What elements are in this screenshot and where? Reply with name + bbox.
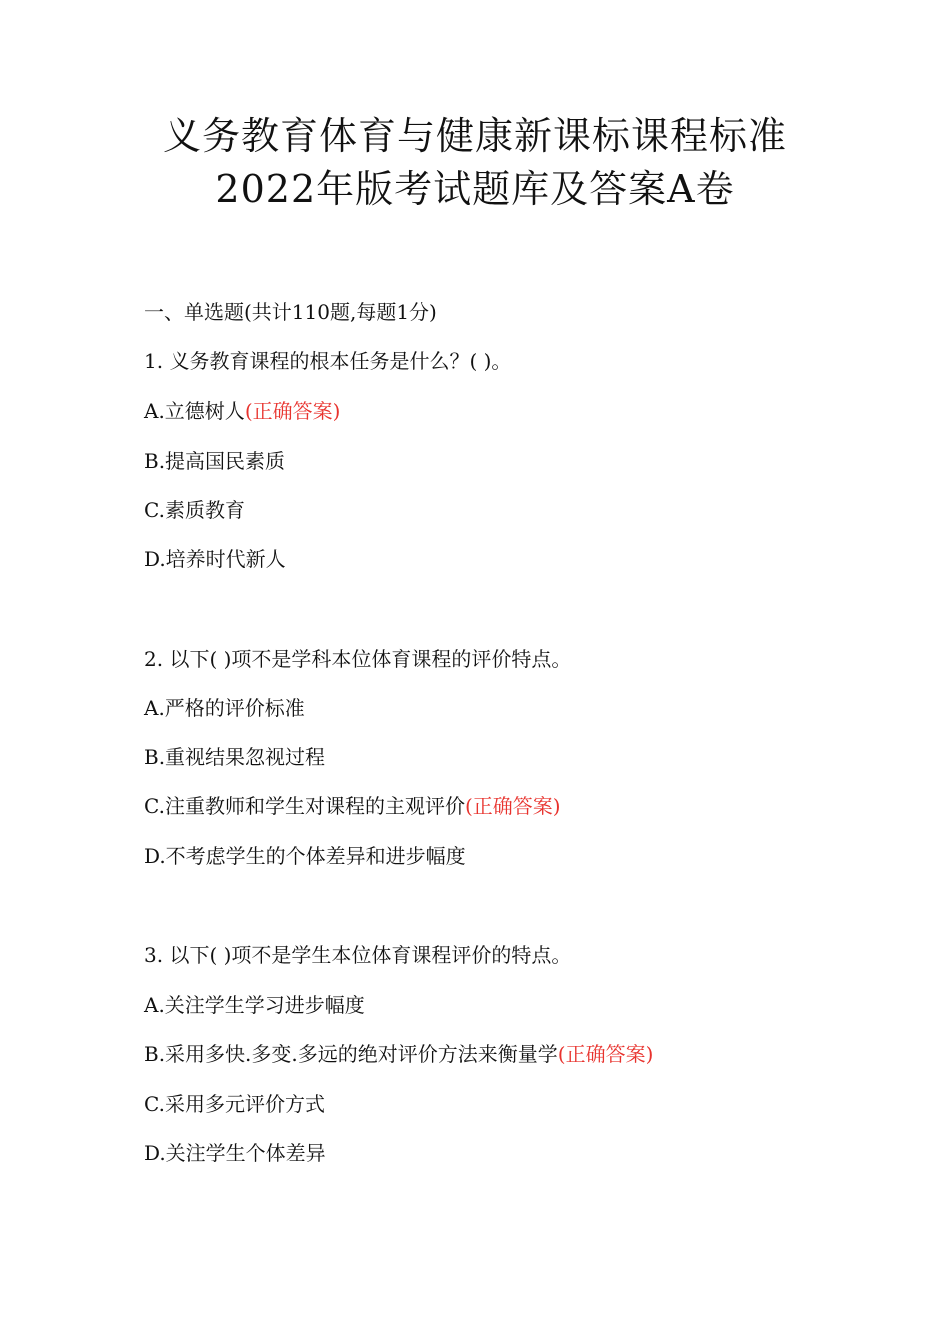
question-1-option-b: B.提高国民素质 <box>144 449 286 473</box>
question-1-option-c: C.素质教育 <box>144 498 245 522</box>
question-2-stem: 2. 以下( )项不是学科本位体育课程的评价特点。 <box>144 647 572 671</box>
document-title-line-1: 义务教育体育与健康新课标课程标准 <box>162 114 787 158</box>
question-2-option-c <box>144 792 561 820</box>
document-title-line-2: 2022年版考试题库及答案A卷 <box>215 167 735 211</box>
option-text: B.采用多快.多变.多远的绝对评价方法来衡量学 <box>144 1042 558 1066</box>
correct-answer-mark: (正确答案) <box>244 399 341 423</box>
question-1-option-a <box>144 397 340 425</box>
question-3-option-c: C.采用多元评价方式 <box>144 1092 325 1116</box>
section-heading: 一、单选题(共计110题,每题1分) <box>144 300 437 324</box>
question-3-option-d: D.关注学生个体差异 <box>144 1141 326 1165</box>
option-text: C.注重教师和学生对课程的主观评价 <box>144 794 465 818</box>
question-1-option-d: D.培养时代新人 <box>144 547 286 571</box>
option-text: A.立德树人 <box>144 399 245 423</box>
question-3-stem: 3. 以下( )项不是学生本位体育课程评价的特点。 <box>144 943 572 967</box>
question-3-option-b <box>144 1040 653 1068</box>
question-2-option-a: A.严格的评价标准 <box>144 696 305 720</box>
correct-answer-mark: (正确答案) <box>464 794 561 818</box>
correct-answer-mark: (正确答案) <box>557 1042 654 1066</box>
question-1-stem: 1. 义务教育课程的根本任务是什么？( )。 <box>144 349 512 373</box>
question-2-option-b: B.重视结果忽视过程 <box>144 745 326 769</box>
question-3-option-a: A.关注学生学习进步幅度 <box>144 993 365 1017</box>
question-2-option-d: D.不考虑学生的个体差异和进步幅度 <box>144 844 466 868</box>
